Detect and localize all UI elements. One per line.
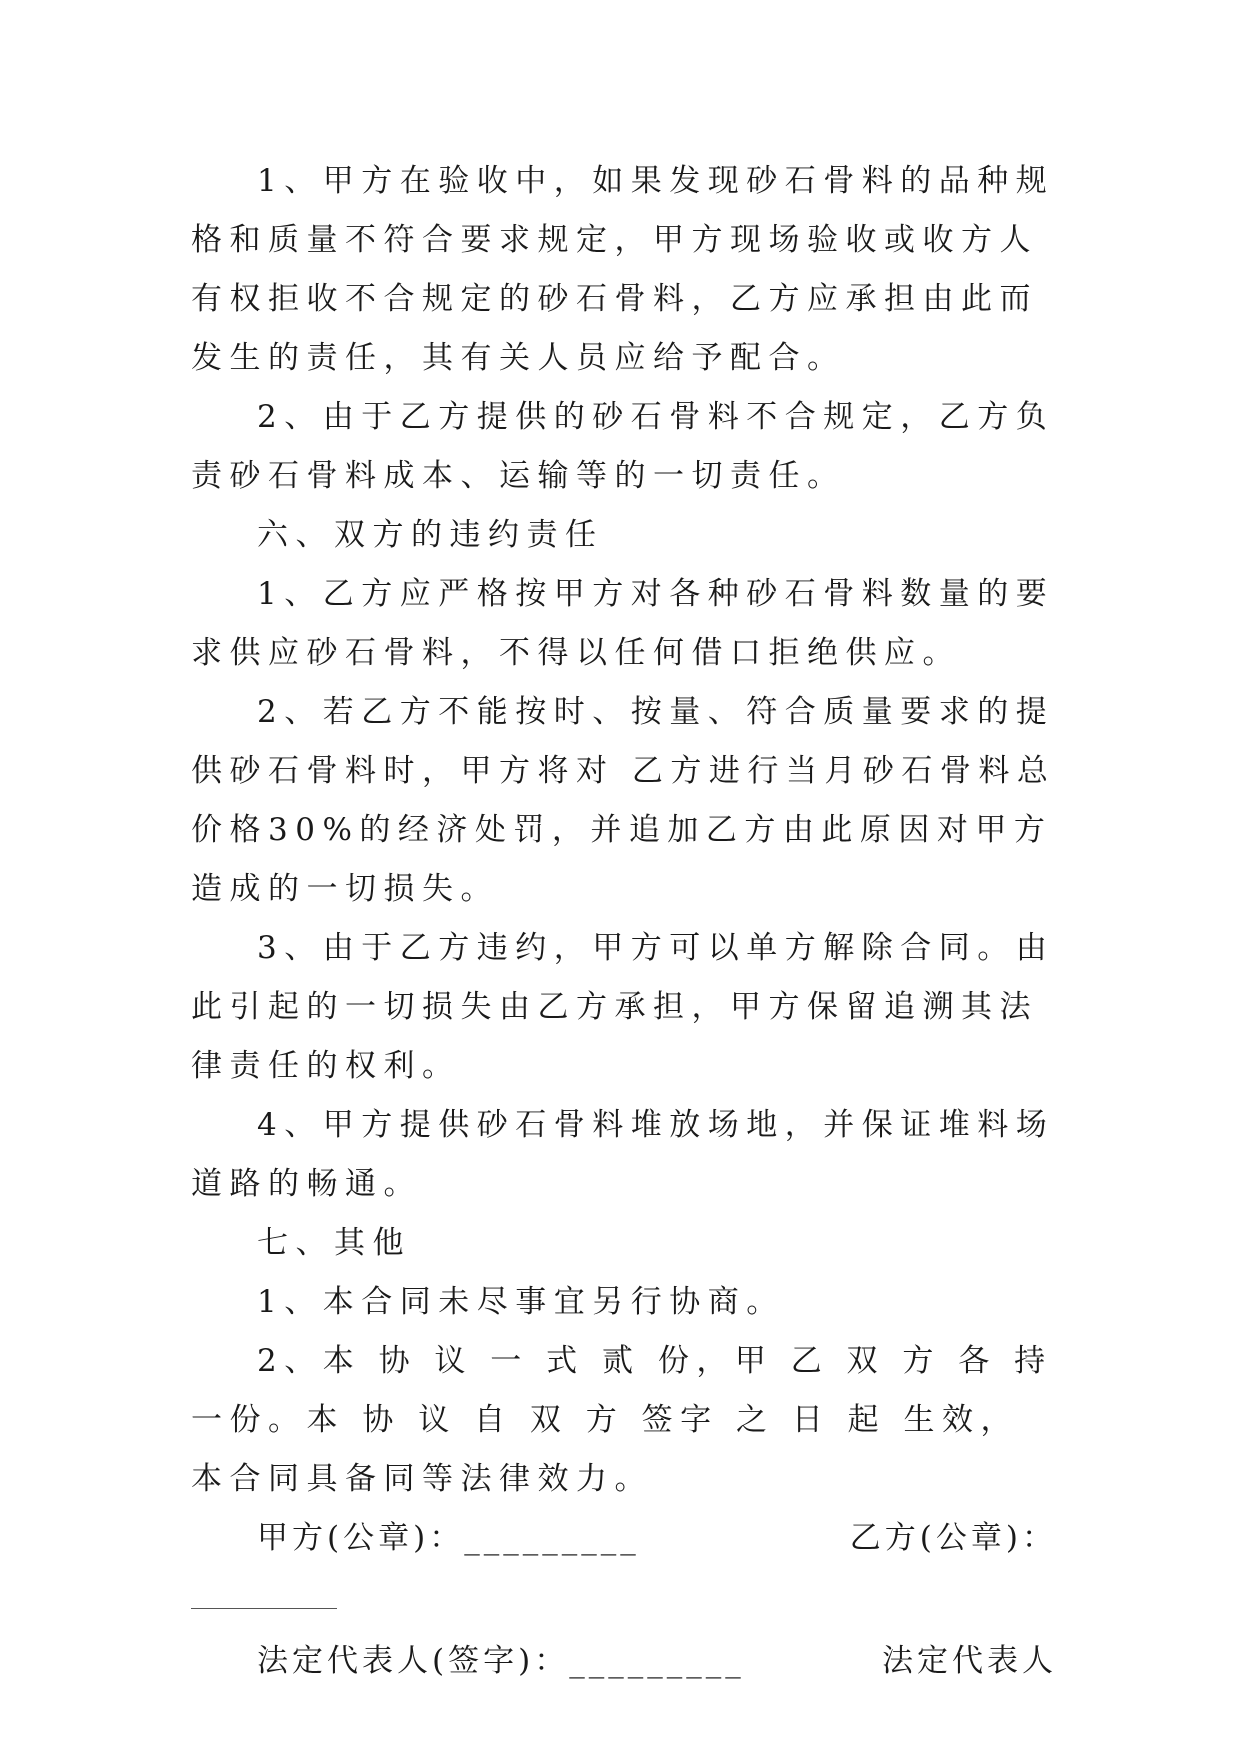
clause-termination: 3、由于乙方违约，甲方可以单方解除合同。由此引起的一切损失由乙方承担，甲方保留追溯其法律责任的权利。	[191, 930, 1055, 1084]
clause-negotiation: 1、本合同未尽事宜另行协商。	[257, 1284, 785, 1320]
clause-copies-effect: 2、本 协 议 一 式 贰 份，甲 乙 双 方 各 持 一份。本 协 议 自 双 方 签字 之 日 起 生效，本合同具备同等法律效力。	[191, 1343, 1053, 1497]
party-b-seal-blank	[191, 1568, 1057, 1632]
signature-row-representative	[191, 1632, 1057, 1691]
clause-storage-site: 4、甲方提供砂石骨料堆放场地，并保证堆料场道路的畅通。	[191, 1107, 1055, 1202]
party-b-seal-field: 乙方(公章)：	[849, 1520, 1057, 1556]
clause-supply-quantity: 1、乙方应严格按甲方对各种砂石骨料数量的要求供应砂石骨料，不得以任何借口拒绝供应。	[191, 576, 1055, 671]
clause-acceptance-reject: 1、甲方在验收中，如果发现砂石骨料的品种规格和质量不符合要求规定，甲方现场验收或收方人有权拒收不合规定的砂石骨料，乙方应承担由此而发生的责任，其有关人员应给予配合。	[191, 163, 1055, 376]
clause-supplier-liability: 2、由于乙方提供的砂石骨料不合规定，乙方负责砂石骨料成本、运输等的一切责任。	[191, 399, 1055, 494]
party-a-seal-field: 甲方(公章)：_________	[257, 1520, 640, 1556]
party-a-representative-field: 法定代表人(签字)：_________	[257, 1643, 745, 1679]
section-heading-other: 七、其他	[257, 1225, 411, 1261]
contract-body	[191, 152, 1057, 1691]
section-heading-breach: 六、双方的违约责任	[257, 517, 604, 553]
party-b-representative-field: 法定代表人	[882, 1643, 1057, 1679]
clause-penalty: 2、若乙方不能按时、按量、符合质量要求的提供砂石骨料时，甲方将对 乙方进行当月砂石骨料总价格30%的经济处罚，并追加乙方由此原因对甲方造成的一切损失。	[191, 694, 1056, 907]
signature-underline	[191, 1608, 337, 1609]
signature-row-seal	[191, 1509, 1057, 1568]
